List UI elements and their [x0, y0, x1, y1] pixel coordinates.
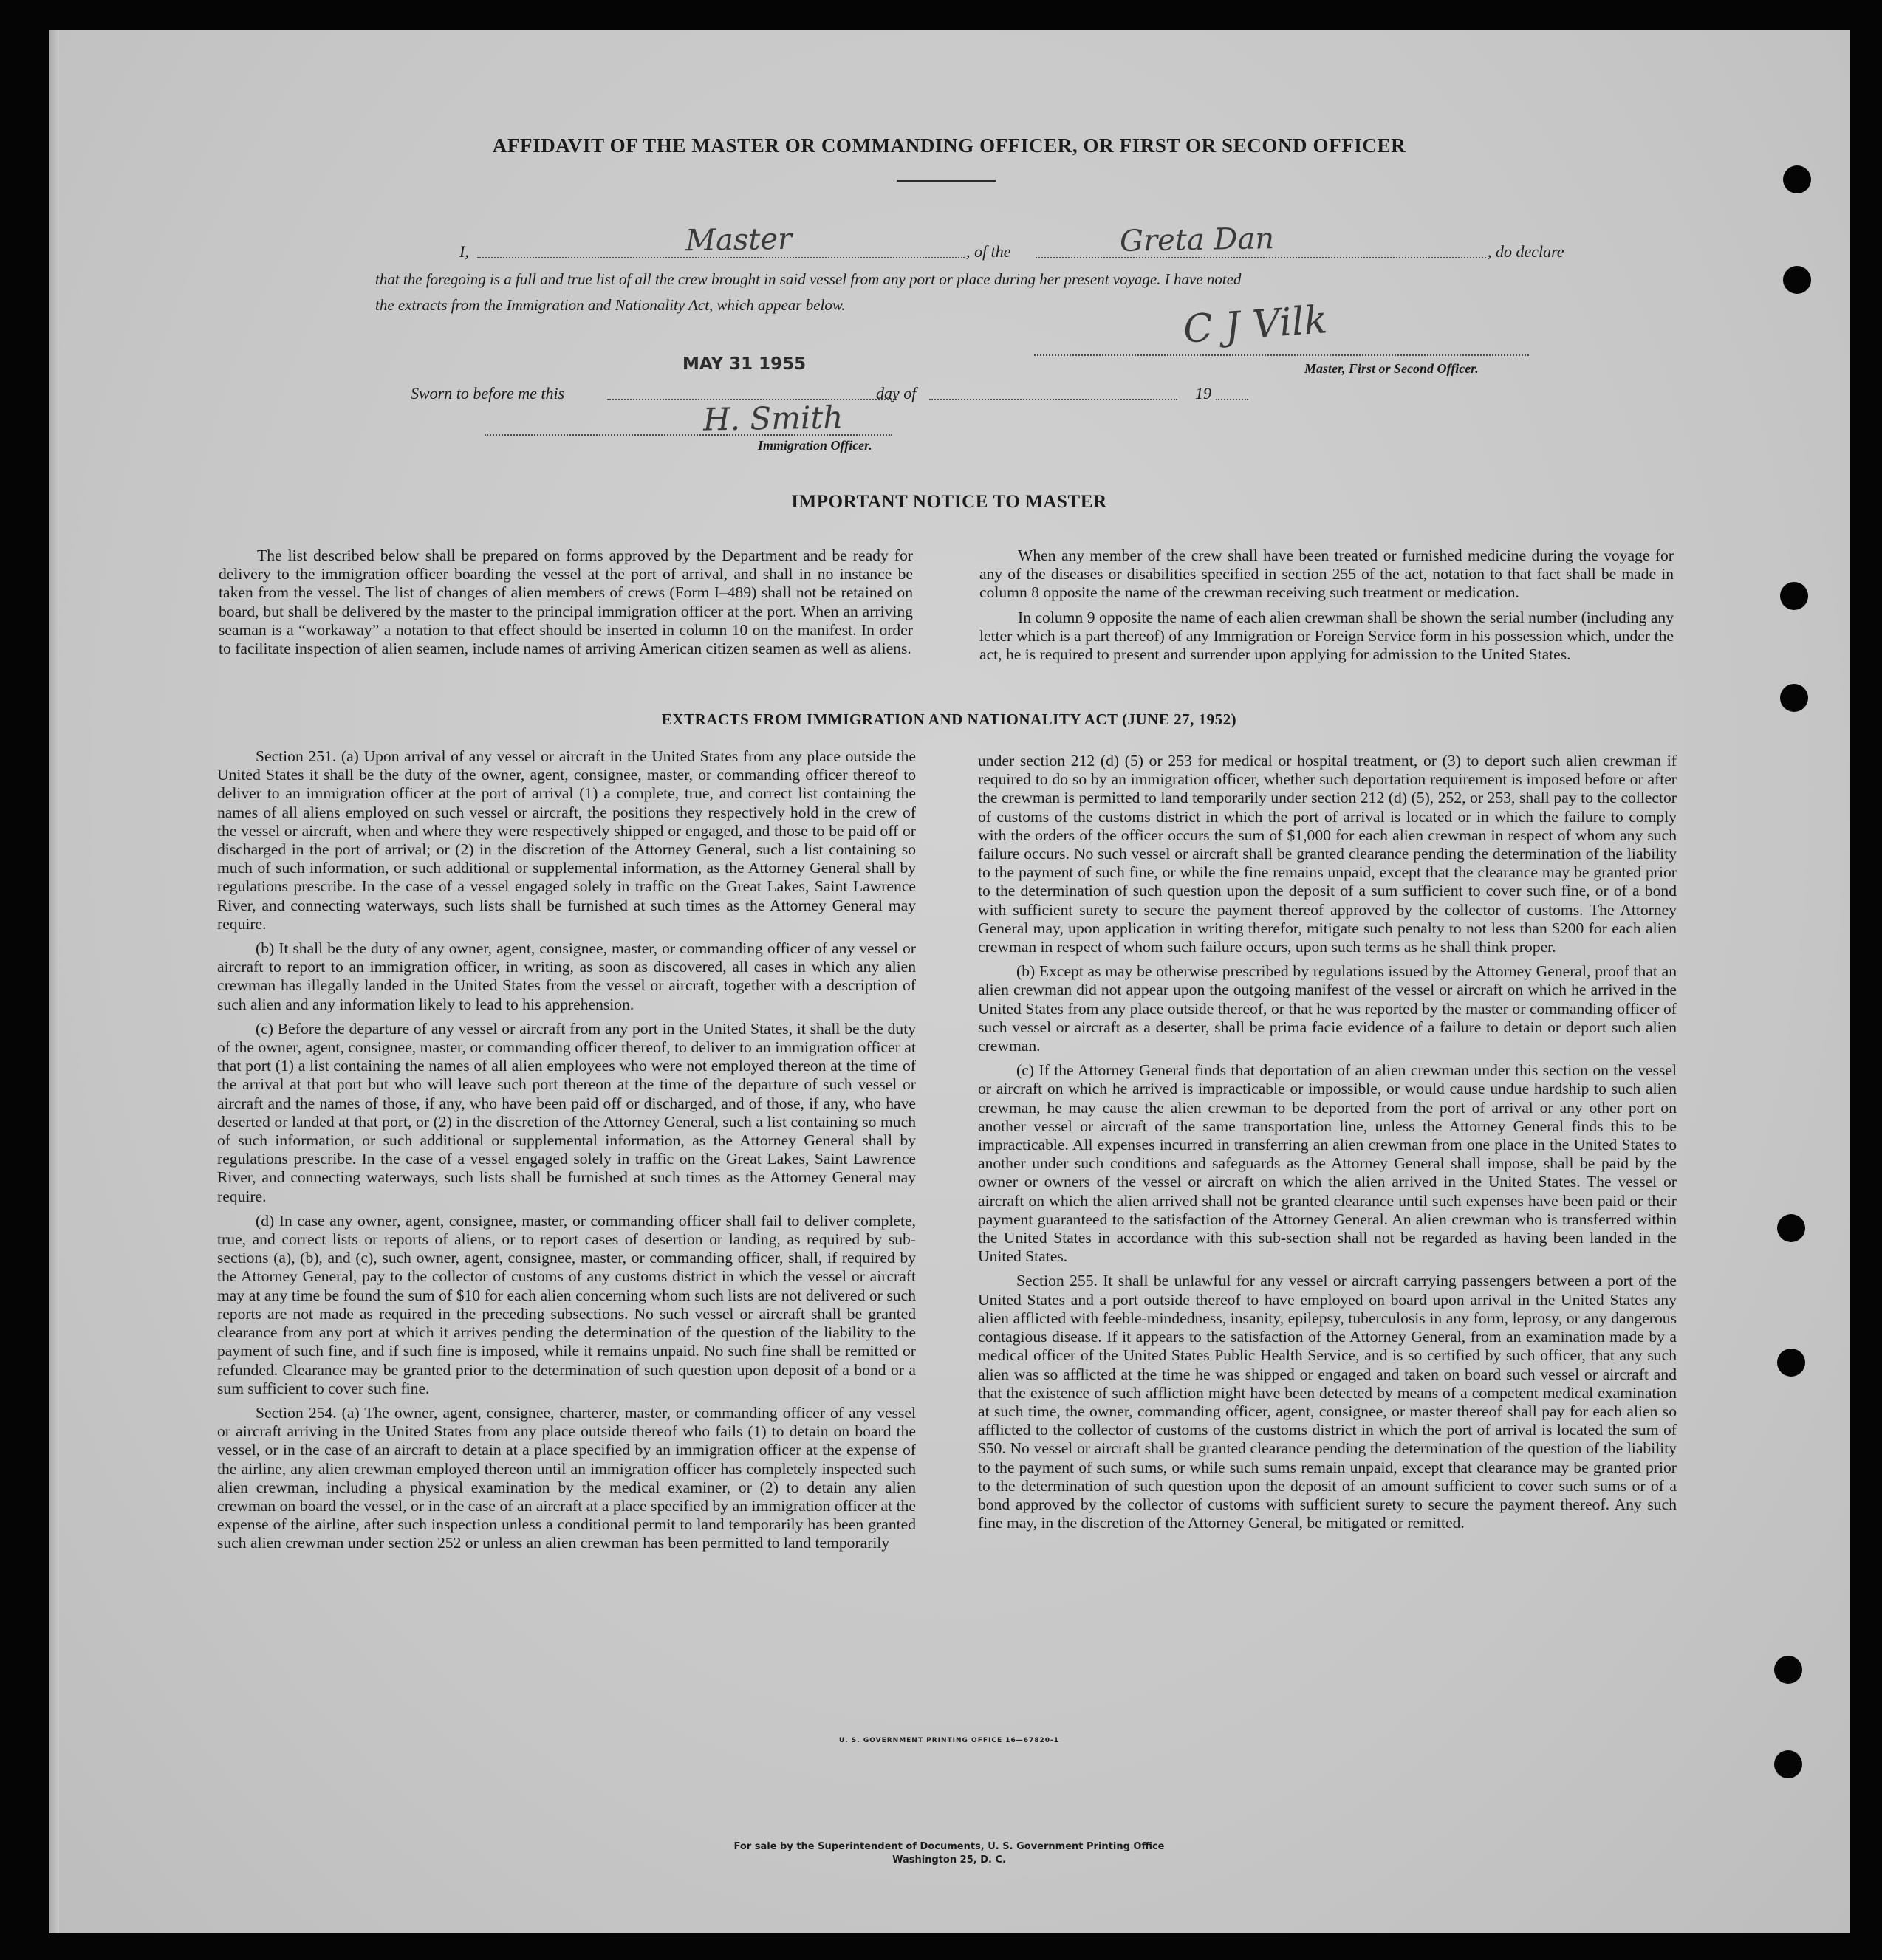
master-signature-line: [1034, 354, 1529, 356]
sworn-month-blank: [929, 399, 1177, 400]
extract-left-paragraph: (b) It shall be the duty of any owner, agent, consignee, master, or commanding officer of any vessel or aircraft to report to an immigration officer, in writing, as soon as discovered, all cases in which any alien crewman has illegally landed in the United States from the vessel or aircraft, together with a description of such alien and any information likely to lead to his apprehension.: [217, 939, 916, 1013]
punch-hole: [1777, 1349, 1805, 1377]
master-caption: Master, First or Second Officer.: [1304, 361, 1479, 376]
affidavit-statement-line1: that the foregoing is a full and true list of all the crew brought in said vessel from any port or place during her present voyage. I have noted: [375, 270, 1242, 288]
extract-left-paragraph: Section 254. (a) The owner, agent, consignee, charterer, master, or commanding officer of any vessel or aircraft arriving in the United States from any place outside thereof who fails (1) to detain on board the vessel, or in the case of an aircraft to detain at a place specified by an immigration officer at the expense of the airline, any alien crewman employed thereon until an immigration officer has completely inspected such alien crewman, including a physical examination by the medical examiner, or (2) to detain any alien crewman on board the vessel, or in the case of an aircraft at a place specified by an immigration officer at the expense of the airline, after such inspection unless a conditional permit to land temporarily has been granted such alien crewman under section 252 or unless an alien crewman has been permitted to land temporarily: [217, 1403, 916, 1552]
sworn-label: Sworn to before me this: [411, 384, 565, 402]
notice-left-paragraph: The list described below shall be prepared on forms approved by the Department and be ready for delivery to the immigration officer boarding the vessel at the port of arrival, and shall in no instance be taken from the vessel. The list of changes of alien members of crews (Form I–489) shall not be retained on board, but shall be delivered by the master to the principal immigration officer at the port. When an arriving seaman is a “workaway” a notation to that effect should be inserted in column 10 on the manifest. In order to facilitate inspection of alien seamen, include names of arriving American citizen seamen as well as aliens.: [219, 546, 913, 658]
affidavit-title: AFFIDAVIT OF THE MASTER OR COMMANDING OFFICER, OR FIRST OR SECOND OFFICER: [492, 134, 1406, 157]
punch-hole: [1774, 1656, 1802, 1684]
officer-caption: Immigration Officer.: [758, 438, 872, 453]
sworn-year-blank: [1216, 399, 1248, 400]
printing-office-line: U. S. GOVERNMENT PRINTING OFFICE 16—67820-1: [838, 1737, 1060, 1744]
extract-right-paragraph: under section 212 (d) (5) or 253 for medical or hospital treatment, or (3) to deport such alien crewman if required to do so by an immigration officer, whether such deportation requirement is imposed before or after the crewman is permitted to land temporarily under section 212 (d) (5), 252, or 253, shall pay to the collector of customs of the customs district in which the port of arrival is located or in which the failure to comply with the orders of the officer occurs the sum of $1,000 for each alien crewman in respect of whom any such failure occurs. No such vessel or aircraft shall be granted clearance pending the determination of the liability to the payment of such fine, or while the fine remains unpaid, except that the clearance may be granted prior to the determination of such question upon the deposit of a sum sufficient to cover such fine, or of a bond with sufficient surety to secure the payment thereof approved by the collector of customs. The Attorney General may, upon application in writing therefor, mitigate such penalty to not less than $200 for each alien crewman in respect of whom such failure occurs, upon such terms as he shall think proper.: [978, 752, 1677, 956]
vessel-blank: [1036, 257, 1486, 258]
of-the-label: , of the: [966, 242, 1011, 261]
i-label: I,: [459, 242, 469, 261]
notice-right-column: [979, 546, 1674, 670]
extracts-right-column: [978, 752, 1677, 1538]
officer-signature: H. Smith: [702, 399, 844, 438]
notice-title: IMPORTANT NOTICE TO MASTER: [791, 492, 1107, 512]
punch-hole: [1774, 1750, 1802, 1778]
year-label: 19: [1195, 384, 1211, 402]
punch-hole: [1780, 582, 1808, 610]
master-signature: C J Vilk: [1182, 298, 1329, 352]
sale-line-1: For sale by the Superintendent of Documents, U. S. Government Printing Office: [733, 1841, 1165, 1852]
title-rule: [897, 180, 996, 182]
extract-left-paragraph: (d) In case any owner, agent, consignee, master, or commanding officer shall fail to deliver complete, true, and correct lists or reports of aliens, or to report cases of desertion or landing, as required by sub-sections (a), (b), and (c), such owner, agent, consignee, master, or commanding officer, shall, if required by the Attorney General, pay to the collector of customs of any customs district in which the vessel or aircraft may at any time be found the sum of $10 for each alien concerning whom such lists are not delivered or such reports are not made as required in the preceding subsections. No such vessel or aircraft shall be granted clearance from any port at which it arrives pending the determination of the question of the liability to the payment of such fine, and if such fine is imposed, while it remains unpaid. No such fine shall be remitted or refunded. Clearance may be granted prior to the determination of such question upon deposit of a bond or a sum sufficient to cover such fine.: [217, 1211, 916, 1397]
officer-signature-line: [485, 434, 892, 436]
extract-right-paragraph: (b) Except as may be otherwise prescribed by regulations issued by the Attorney General, proof that an alien crewman did not appear upon the outgoing manifest of the vessel or aircraft on which he arrived in the United States from any place outside thereof, or that he was reported by the master or commanding officer of such vessel or aircraft as a deserter, shall be prima facie evidence of a failure to detain or deport such alien crewman.: [978, 962, 1677, 1055]
date-stamp: MAY 31 1955: [682, 354, 807, 374]
extract-left-paragraph: Section 251. (a) Upon arrival of any vessel or aircraft in the United States from any place outside the United States it shall be the duty of the owner, agent, consignee, master, or commanding officer thereof to deliver to an immigration officer at the port of arrival (1) a complete, true, and correct list containing the names of all aliens employed on such vessel or aircraft, the positions they respectively hold in the crew of the vessel or aircraft, when and where they were respectively shipped or engaged, and those to be paid off or discharged in the port of arrival; or (2) in the discretion of the Attorney General, such a list containing so much of such information, or such additional or supplemental information, as the Attorney General shall by regulations prescribe. In the case of a vessel engaged solely in traffic on the Great Lakes, Saint Lawrence River, and connecting waterways, such lists shall be furnished at such times as the Attorney General may require.: [217, 747, 916, 933]
punch-hole: [1783, 266, 1811, 294]
notice-right-paragraph-2: In column 9 opposite the name of each alien crewman shall be shown the serial number (including any letter which is a part thereof) of any Immigration or Foreign Service form in his possession which, under the act, he is required to present and surrender upon applying for admission to the United States.: [979, 608, 1674, 664]
extract-right-paragraph: (c) If the Attorney General finds that deportation of an alien crewman under this section on the vessel or aircraft on which he arrived is impracticable or impossible, or would cause undue hardship to such alien crewman, he may cause the alien crewman to be deported from the port of arrival or any other port on another vessel or aircraft of the same transportation line, unless the Attorney General finds this to be impracticable. All expenses incurred in transferring an alien crewman from one place in the United States to another under such conditions and safeguards as the Attorney General shall impose, shall be paid by the owner or owners of the vessel or aircraft on which the alien arrived in the United States. The vessel or aircraft on which the alien arrived shall not be granted clearance until such expenses have been paid or their payment guaranteed to the satisfaction of the Attorney General. An alien crewman who is transferred within the United States in accordance with this sub-section shall not be regarded as having been landed in the United States.: [978, 1061, 1677, 1266]
punch-hole: [1783, 165, 1811, 193]
affidavit-statement-line2: the extracts from the Immigration and Nationality Act, which appear below.: [375, 296, 846, 314]
page-edge-shadow: [49, 30, 59, 1933]
sale-line-2: Washington 25, D. C.: [892, 1854, 1006, 1865]
extract-left-paragraph: (c) Before the departure of any vessel or aircraft from any port in the United States, it shall be the duty of the owner, agent, consignee, master, or commanding officer thereof, to deliver to an immigration officer at that port (1) a list containing the names of all alien employees who were not employed thereon at the time of the arrival at that port but who will leave such port thereon at the time of the departure of such vessel or aircraft and the names of those, if any, who have been paid off or discharged, and of those, if any, who have deserted or landed at that port, or (2) in the discretion of the Attorney General, such a list containing so much of such information, or such additional or supplemental information, as the Attorney General shall by regulations prescribe. In the case of a vessel engaged solely in traffic on the Great Lakes, Saint Lawrence River, and connecting waterways, such lists shall be furnished at such times as the Attorney General may require.: [217, 1019, 916, 1205]
name-handwritten: Master: [685, 222, 793, 258]
notice-left-column: [219, 546, 913, 664]
punch-hole: [1777, 1214, 1805, 1242]
do-declare-label: , do declare: [1488, 242, 1564, 261]
document-page: [49, 30, 1850, 1933]
extract-right-paragraph: Section 255. It shall be unlawful for any vessel or aircraft carrying passengers between a port of the United States and a port outside thereof to have employed on board upon arrival in the United States any alien afflicted with feeble-mindedness, insanity, epilepsy, tuberculosis in any form, leprosy, or any dangerous contagious disease. If it appears to the satisfaction of the Attorney General, from an examination made by a medical officer of the United States Public Health Service, and is so certified by such officer, that any such alien was so afflicted at the time he was shipped or engaged and taken on board such vessel or aircraft and that the existence of such affliction might have been detected by means of a competent medical examination at such time, the owner, commanding officer, agent, consignee, or master thereof shall pay for each alien so afflicted to the collector of customs of the customs district in which the port of arrival is located the sum of $50. No vessel or aircraft shall be granted clearance pending the determination of the question of the liability to the payment of such sums, or while such sums remain unpaid, except that clearance may be granted prior to the determination of such question upon the deposit of an amount sufficient to cover such sums or of a bond approved by the collector of customs with sufficient surety to secure the payment thereof. Any such fine may, in the discretion of the Attorney General, be mitigated or remitted.: [978, 1272, 1677, 1532]
extracts-left-column: [217, 747, 916, 1559]
extracts-title: EXTRACTS FROM IMMIGRATION AND NATIONALITY ACT (JUNE 27, 1952): [661, 710, 1237, 728]
vessel-handwritten: Greta Dan: [1119, 222, 1275, 258]
day-of-label: day of: [876, 384, 917, 402]
punch-hole: [1780, 684, 1808, 712]
notice-right-paragraph-1: When any member of the crew shall have been treated or furnished medicine during the voyage for any of the diseases or disabilities specified in section 255 of the act, notation to that fact shall be made in column 8 opposite the name of the crewman receiving such treatment or medication.: [979, 546, 1674, 602]
